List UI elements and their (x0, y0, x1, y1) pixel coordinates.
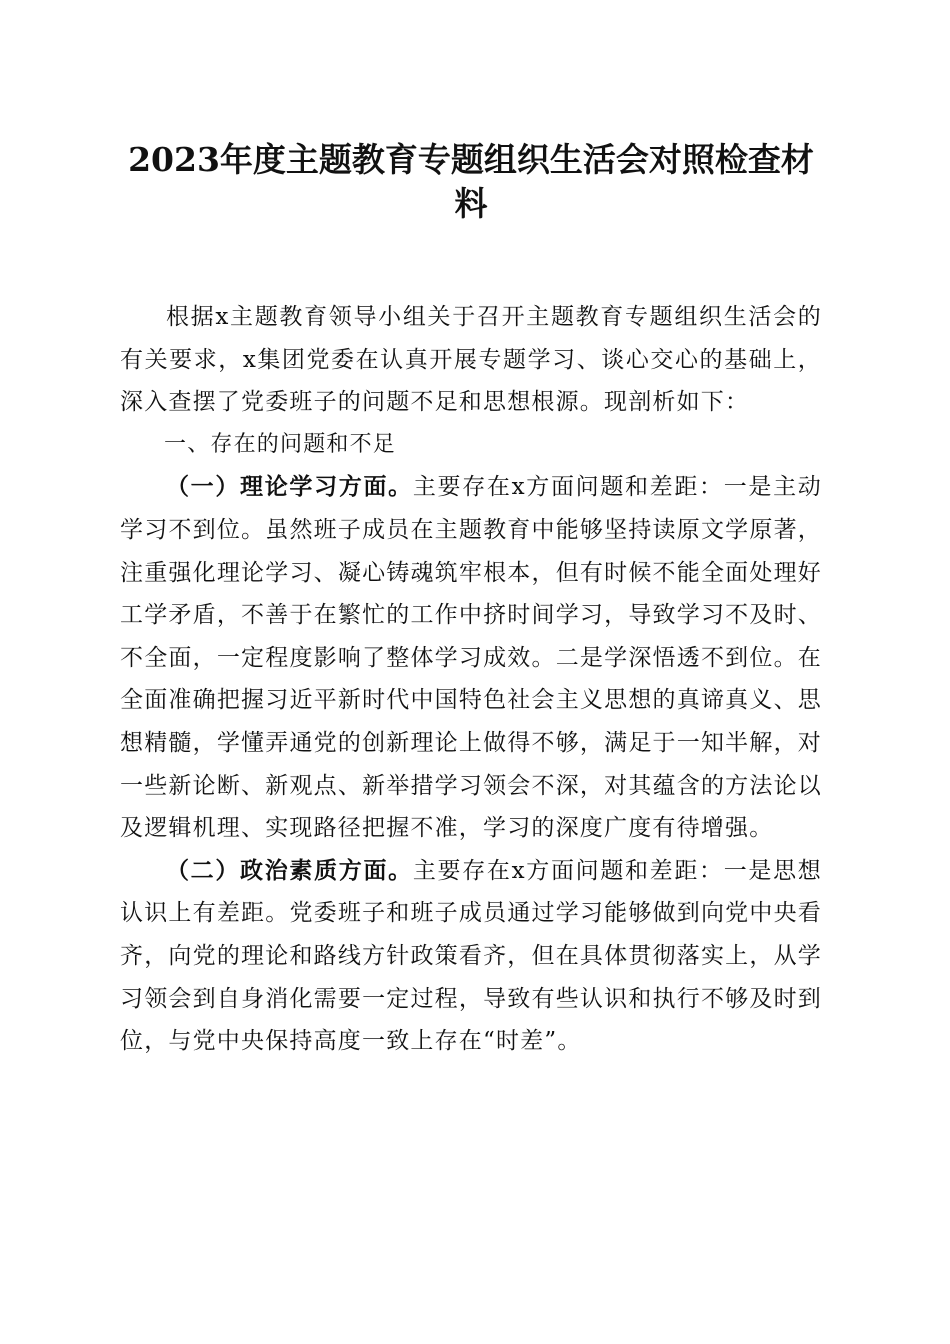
paragraph-theory-study (120, 466, 822, 849)
paragraph-lead-theory-study: （一）理论学习方面。 (166, 473, 413, 501)
section-heading-problems: 一、存在的问题和不足 (164, 431, 397, 457)
paragraph-political-quality (120, 850, 822, 1063)
document-title: 2023年度主题教育专题组织生活会对照检查材料 (128, 140, 814, 223)
intro-paragraph: 根据x主题教育领导小组关于召开主题教育专题组织生活会的有关要求，x集团党委在认真开展专题学习、谈心交心的基础上，深入查摆了党委班子的问题不足和思想根源。现剖析如下： (120, 304, 822, 416)
paragraph-text-political-quality: 主要存在x方面问题和差距：一是思想认识上有差距。党委班子和班子成员通过学习能够做到向党中央看齐，向党的理论和路线方针政策看齐，但在具体贯彻落实上，从学习领会到自身消化需要一定过程，导致有些认识和执行不够及时到位，与党中央保持高度一致上存在“时差”。 (120, 857, 822, 1055)
paragraph-lead-political-quality: （二）政治素质方面。 (166, 856, 413, 884)
paragraph-text-theory-study: 主要存在x方面问题和差距：一是主动学习不到位。虽然班子成员在主题教育中能够坚持读原文学原著，注重强化理论学习、凝心铸魂筑牢根本，但有时候不能全面处理好工学矛盾，不善于在繁忙的工作中挤时间学习，导致学习不及时、不全面，一定程度影响了整体学习成效。二是学深悟透不到位。在全面准确把握习近平新时代中国特色社会主义思想的真谛真义、思想精髓，学懂弄通党的创新理论上做得不够，满足于一知半解，对一些新论断、新观点、新举措学习领会不深，对其蕴含的方法论以及逻辑机理、实现路径把握不准，学习的深度广度有待增强。 (120, 474, 822, 842)
document-body (120, 296, 822, 1063)
